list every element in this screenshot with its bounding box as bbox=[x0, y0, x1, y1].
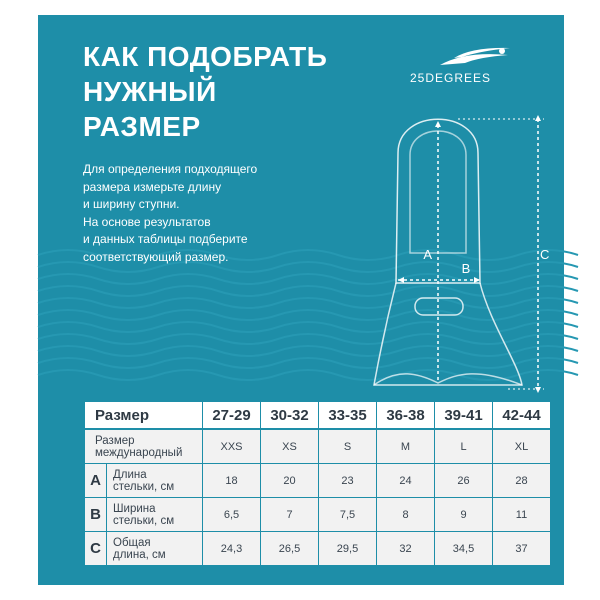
table-cell: 18 bbox=[203, 464, 261, 498]
description-line: соответствующий размер. bbox=[83, 249, 229, 264]
row-name-line: Размер bbox=[95, 434, 135, 447]
table-cell: S bbox=[319, 430, 377, 464]
table-cell: 7,5 bbox=[319, 498, 377, 532]
table-cell: 24,3 bbox=[203, 532, 261, 566]
table-cell: 26,5 bbox=[261, 532, 319, 566]
table-cell: 34,5 bbox=[435, 532, 493, 566]
table-cell: 6,5 bbox=[203, 498, 261, 532]
description-line: На основе результатов bbox=[83, 214, 211, 229]
table-cell: 24 bbox=[377, 464, 435, 498]
page-title bbox=[83, 39, 327, 144]
table-row bbox=[85, 464, 551, 498]
row-name-line: Ширина bbox=[113, 502, 156, 515]
header-size-cell: 39-41 bbox=[435, 402, 493, 429]
row-name-line: длина, см bbox=[113, 548, 166, 561]
table-cell: 9 bbox=[435, 498, 493, 532]
label-b: B bbox=[461, 261, 471, 276]
table-cell: 28 bbox=[493, 464, 551, 498]
swim-fin-icon bbox=[358, 93, 548, 393]
row-name-line: Общая bbox=[113, 536, 151, 549]
header-size-cell: 33-35 bbox=[319, 402, 377, 429]
description-line: и данных таблицы подберите bbox=[83, 232, 248, 246]
table-cell: 20 bbox=[261, 464, 319, 498]
table-cell: 7 bbox=[261, 498, 319, 532]
title-line-1: КАК ПОДОБРАТЬ bbox=[83, 41, 328, 72]
row-name-line: международный bbox=[95, 446, 183, 459]
table-cell: 26 bbox=[435, 464, 493, 498]
row-letter: B bbox=[85, 498, 107, 532]
label-a: A bbox=[423, 247, 432, 262]
row-name bbox=[107, 532, 203, 566]
description-line: размера измерьте длину bbox=[83, 179, 222, 194]
table-cell: M bbox=[377, 430, 435, 464]
header-size-cell: 36-38 bbox=[377, 402, 435, 429]
table-cell: XXS bbox=[203, 430, 261, 464]
row-name-line: стельки, см bbox=[113, 480, 175, 493]
row-letter: A bbox=[85, 464, 107, 498]
header-size-cell: 30-32 bbox=[261, 402, 319, 429]
table-row bbox=[85, 430, 551, 464]
table-cell: XS bbox=[261, 430, 319, 464]
header-size-label: Размер bbox=[85, 402, 203, 429]
swimmer-logo-icon bbox=[410, 45, 520, 71]
row-name bbox=[107, 498, 203, 532]
table-row bbox=[85, 532, 551, 566]
table-cell: L bbox=[435, 430, 493, 464]
table-cell: XL bbox=[493, 430, 551, 464]
header-size-cell: 27-29 bbox=[203, 402, 261, 429]
table-cell: 29,5 bbox=[319, 532, 377, 566]
size-guide-poster bbox=[38, 15, 564, 585]
table-row bbox=[85, 498, 551, 532]
size-table bbox=[84, 401, 550, 565]
header-size-cell: 42-44 bbox=[493, 402, 551, 429]
label-c: C bbox=[540, 247, 550, 262]
row-name bbox=[85, 430, 203, 464]
table-cell: 8 bbox=[377, 498, 435, 532]
table-header-row bbox=[85, 402, 551, 429]
title-line-2: НУЖНЫЙ bbox=[83, 76, 217, 107]
title-line-3: РАЗМЕР bbox=[83, 111, 201, 142]
description-line: и ширину ступни. bbox=[83, 197, 180, 211]
table-cell: 37 bbox=[493, 532, 551, 566]
table-cell: 32 bbox=[377, 532, 435, 566]
description-line: Для определения подходящего bbox=[83, 162, 258, 176]
row-name-line: Длина bbox=[113, 468, 147, 481]
brand-logo bbox=[410, 45, 520, 91]
row-letter: C bbox=[85, 532, 107, 566]
table-cell: 11 bbox=[493, 498, 551, 532]
table-cell: 23 bbox=[319, 464, 377, 498]
brand-name: 25DEGREES bbox=[410, 71, 492, 85]
description-text bbox=[83, 161, 313, 266]
row-name-line: стельки, см bbox=[113, 514, 175, 527]
row-name bbox=[107, 464, 203, 498]
